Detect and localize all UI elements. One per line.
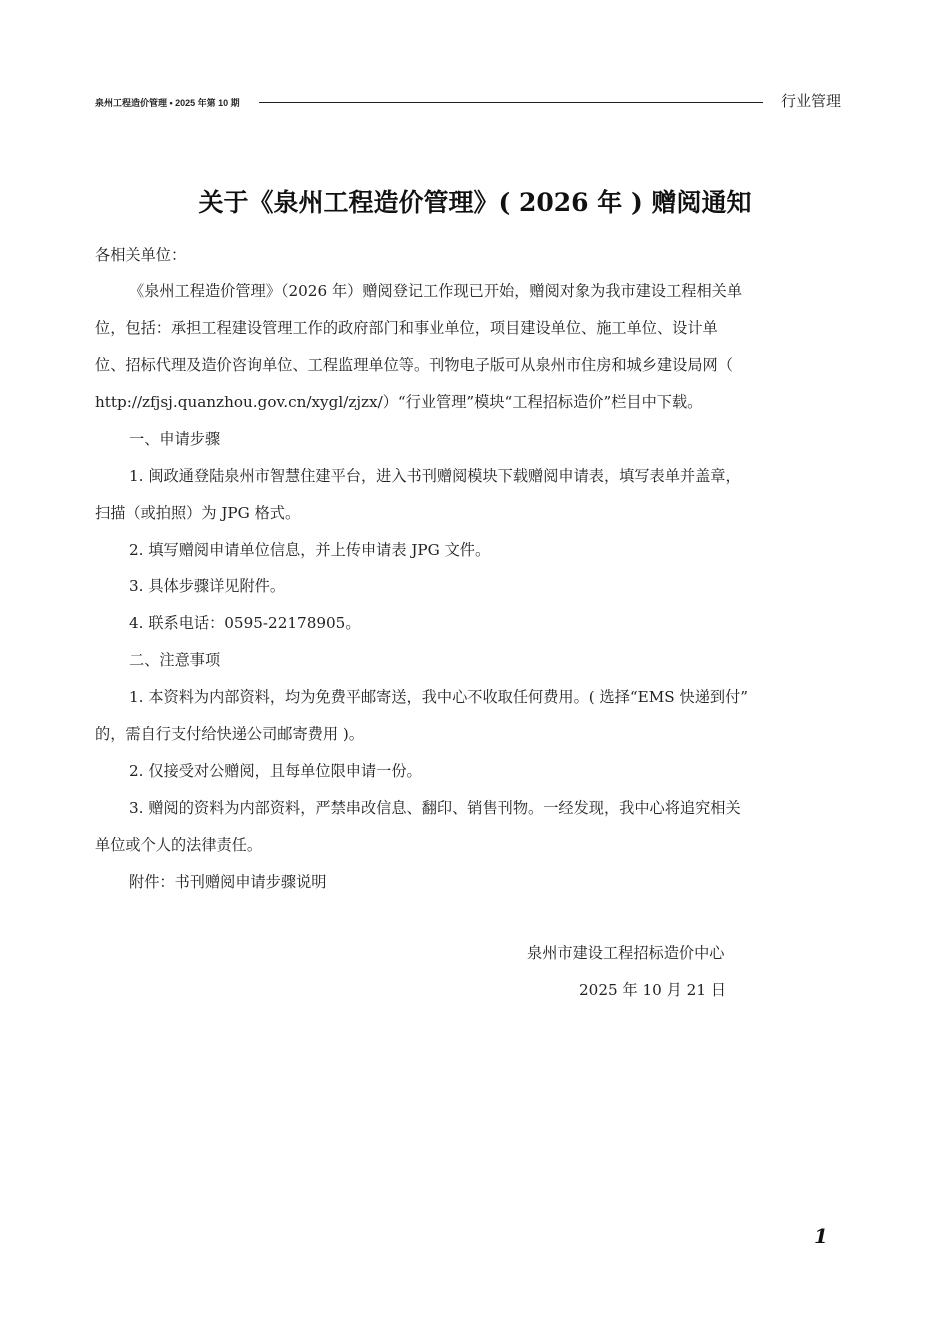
header-rule (259, 102, 763, 103)
note-item-3-cont: 单位或个人的法律责任。 (95, 836, 263, 854)
step-item-3: 3. 具体步骤详见附件。 (129, 577, 286, 595)
signature-organization: 泉州市建设工程招标造价中心 (527, 944, 725, 962)
intro-url-line: http://zfjsj.quanzhou.gov.cn/xygl/zjzx/）“行业管理”模块“工程招标造价”栏目中下载。 (95, 393, 703, 411)
attachment-note: 附件：书刊赠阅申请步骤说明 (129, 873, 327, 891)
intro-line: 位、招标代理及造价咨询单位、工程监理单位等。刊物电子版可从泉州市住房和城乡建设局网（ (95, 356, 733, 374)
note-item-2: 2. 仅接受对公赠阅，且每单位限申请一份。 (129, 762, 422, 780)
section-heading-notes: 二、注意事项 (129, 651, 221, 669)
intro-line: 位，包括：承担工程建设管理工作的政府部门和事业单位，项目建设单位、施工单位、设计单 (95, 319, 718, 337)
running-header (95, 90, 841, 112)
step-item-4: 4. 联系电话：0595-22178905。 (129, 614, 361, 632)
section-heading-steps: 一、申请步骤 (129, 430, 221, 448)
note-item-3: 3. 赠阅的资料为内部资料，严禁串改信息、翻印、销售刊物。一经发现，我中心将追究相关 (129, 799, 741, 817)
intro-line: 《泉州工程造价管理》（2026 年）赠阅登记工作现已开始，赠阅对象为我市建设工程相关单 (129, 282, 743, 300)
signature-date: 2025 年 10 月 21 日 (579, 981, 727, 999)
salutation: 各相关单位： (95, 246, 187, 264)
step-item-2: 2. 填写赠阅申请单位信息，并上传申请表 JPG 文件。 (129, 541, 491, 559)
document-title: 关于《泉州工程造价管理》( 2026 年 ) 赠阅通知 (198, 188, 752, 217)
step-item-1-cont: 扫描（或拍照）为 JPG 格式。 (95, 504, 301, 522)
page-number: 1 (814, 1224, 828, 1248)
note-item-1-cont: 的，需自行支付给快递公司邮寄费用 )。 (95, 725, 364, 743)
note-item-1: 1. 本资料为内部资料，均为免费平邮寄送，我中心不收取任何费用。( 选择“EMS 快递到付” (129, 688, 749, 706)
section-label: 行业管理 (780, 92, 841, 110)
step-item-1: 1. 闽政通登陆泉州市智慧住建平台，进入书刊赠阅模块下载赠阅申请表，填写表单并盖章， (129, 467, 741, 485)
journal-issue-label: 泉州工程造价管理 • 2025 年第 10 期 (95, 98, 240, 108)
